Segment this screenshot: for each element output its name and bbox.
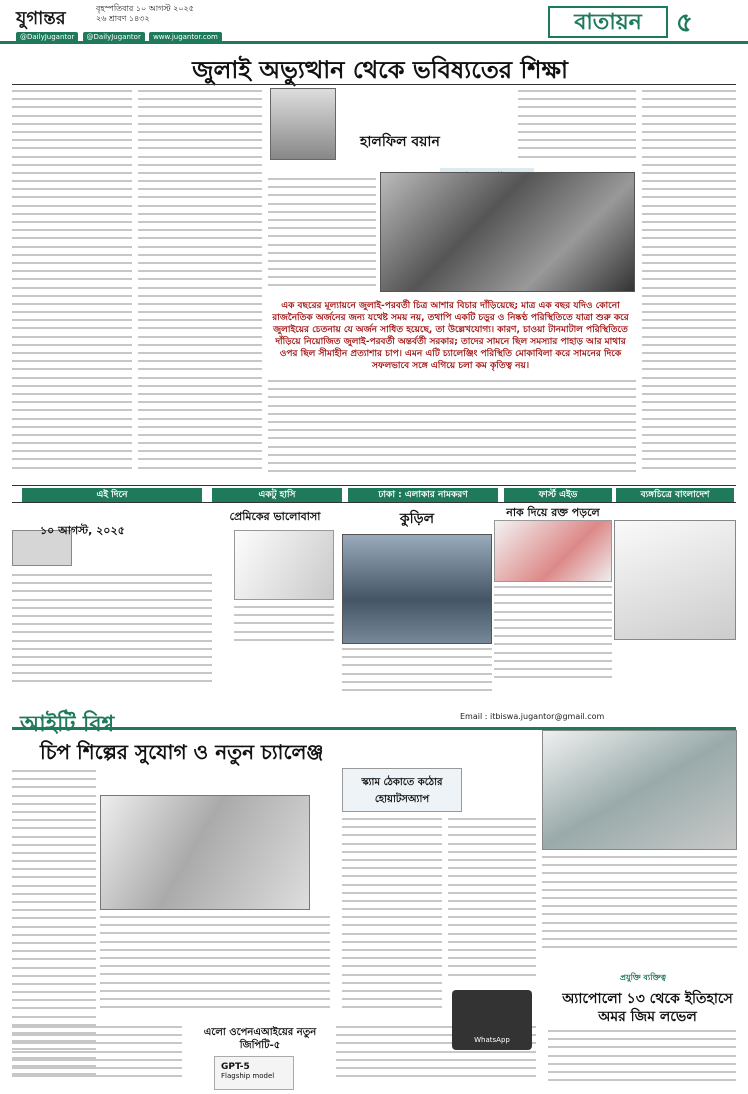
gpt-logo-sub: Flagship model bbox=[221, 1072, 275, 1080]
protest-photo bbox=[380, 172, 635, 292]
pullquote: এক বছরের মূল্যায়নে জুলাই-পরবর্তী চিত্র আশার বিচার দাঁড়িয়েছে; মাত্র এক বছর যদিও কোনো রাজনৈতিক অর্জনের জন্য যথেষ্ট সময় নয়, তথাপি একটি চড়ুর ও নিষ্কণ্ঠ পরিস্থিতিতে যাত্রা শুরু করে জুলাইয়ের চেতনায় যে অর্জন সাধিত হয়েছে, তা উল্লেখযোগ্য। কারণ, চাওয়া টানমাটাল পরিস্থিতিতে দাঁড়িয়ে নিয়োজিত জুলাই-পরবর্তী অন্তর্বর্তী সরকার; তাদের সামনে ছিল সমস্যার পাহাড় আর মাথার ওপর ছিল সীমাহীন প্রত্যাশার চাপ। এমন এটি চ্যালেঞ্জিং পরিস্থিতি মোকাবিলা করে সামনের দিকে সফলভাবে সঙ্গে এগিয়ে চলা কম কৃতিত্ব নয়। bbox=[272, 301, 629, 371]
social-links bbox=[16, 32, 224, 42]
first-aid-title: নাক দিয়ে রক্ত পড়লে bbox=[506, 506, 600, 519]
gpt-logo-title: GPT-5 bbox=[221, 1062, 250, 1072]
robot-caption bbox=[542, 856, 737, 956]
person-tag: প্রযুক্তি ব্যক্তিত্ব bbox=[620, 973, 666, 982]
political-cartoon bbox=[614, 520, 736, 640]
it-section-logo: আইটি বিশ্ব bbox=[20, 711, 115, 737]
chip-photo bbox=[100, 795, 310, 910]
gpt-article-left bbox=[12, 1026, 182, 1090]
date-gregorian: বৃহস্পতিবার ১০ আগস্ট ২০২৫ bbox=[96, 4, 194, 13]
gpt-logo-box bbox=[214, 1056, 294, 1090]
newspaper-logo[interactable]: যুগান্তর bbox=[16, 8, 66, 29]
article-continuation bbox=[268, 380, 636, 480]
robot-chess-photo bbox=[542, 730, 737, 850]
article-column-4 bbox=[518, 90, 636, 168]
divider bbox=[12, 84, 736, 85]
article-column-1 bbox=[12, 90, 132, 480]
band-first-aid[interactable]: ফার্স্ট এইড bbox=[504, 488, 612, 502]
dateline bbox=[96, 4, 194, 24]
scam-column-1 bbox=[342, 818, 442, 1018]
scam-headline[interactable]: স্ক্যাম ঠেকাতে কঠোর হোয়াটসঅ্যাপ bbox=[342, 768, 462, 812]
author-photo bbox=[270, 88, 336, 160]
laugh-text bbox=[234, 606, 334, 696]
section-bands bbox=[12, 485, 736, 503]
it-section-band bbox=[12, 704, 736, 730]
it-email[interactable]: Email : itbiswa.jugantor@gmail.com bbox=[460, 712, 605, 721]
this-day-date: ১০ আগস্ট, ২০২৫ bbox=[40, 524, 125, 537]
first-aid-photo bbox=[494, 520, 612, 582]
date-bengali: ২৬ শ্রাবণ ১৪৩২ bbox=[96, 14, 150, 23]
band-one-laugh[interactable]: একটু হাসি bbox=[212, 488, 342, 502]
page-number: ৫ bbox=[676, 8, 693, 38]
this-day-list bbox=[12, 574, 212, 694]
article-column-5 bbox=[642, 90, 736, 480]
kuril-photo bbox=[342, 534, 492, 644]
band-cartoon[interactable]: ব্যঙ্গচিত্রে বাংলাদেশ bbox=[616, 488, 734, 502]
website-link[interactable]: www.jugantor.com bbox=[149, 32, 222, 42]
chip-headline[interactable]: চিপ শিল্পের সুযোগ ও নতুন চ্যালেঞ্জ bbox=[40, 740, 324, 764]
feature-headline[interactable]: জুলাই অভ্যুত্থান থেকে ভবিষ্যতের শিক্ষা bbox=[192, 55, 568, 84]
section-title: বাতায়ন bbox=[548, 6, 668, 38]
apollo-headline[interactable]: অ্যাপোলো ১৩ থেকে ইতিহাসে অমর জিম লভেল bbox=[562, 991, 733, 1025]
column-name: হালফিল বয়ান bbox=[360, 134, 440, 150]
scam-column-2 bbox=[448, 818, 536, 986]
band-dhaka[interactable]: ঢাকা : এলাকার নামকরণ bbox=[348, 488, 498, 502]
apollo-text bbox=[548, 1030, 736, 1090]
article-column-2 bbox=[138, 90, 262, 480]
dhaka-text bbox=[342, 648, 492, 698]
band-this-day[interactable]: এই দিনে bbox=[22, 488, 202, 502]
gpt-headline[interactable]: এলো ওপেনএআইয়ের নতুন জিপিটি-৫ bbox=[203, 1027, 317, 1051]
chip-column-2 bbox=[100, 916, 330, 1021]
whatsapp-logo: WhatsApp bbox=[452, 990, 532, 1050]
facebook-link[interactable]: @DailyJugantor bbox=[16, 32, 78, 42]
first-aid-text bbox=[494, 586, 612, 696]
laugh-title: প্রেমিকের ভালোবাসা bbox=[229, 510, 321, 523]
article-column-3 bbox=[268, 178, 376, 296]
twitter-link[interactable]: @DailyJugantor bbox=[83, 32, 145, 42]
dhaka-title: কুড়িল bbox=[399, 511, 435, 527]
laugh-illustration bbox=[234, 530, 334, 600]
